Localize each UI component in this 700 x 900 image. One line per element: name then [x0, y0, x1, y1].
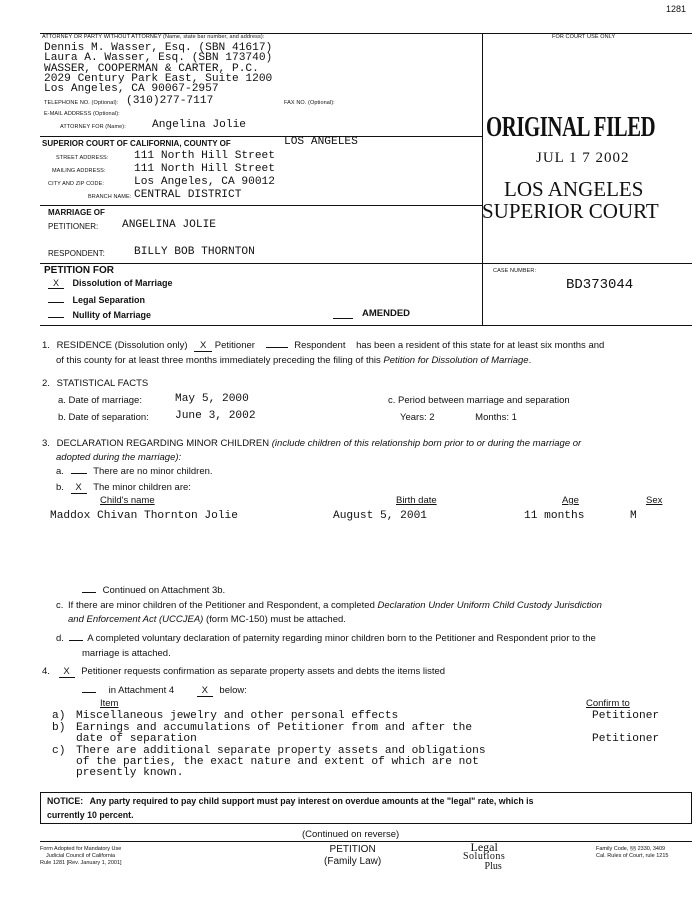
logo-word-1: Legal — [470, 840, 498, 854]
col-item: Item — [100, 698, 119, 709]
continued-label: Continued on Attachment 3b. — [102, 585, 226, 596]
separation-label: Legal Separation — [72, 295, 146, 305]
logo-word-3: Plus — [484, 861, 502, 872]
footer-right-1: Family Code, §§ 2330, 3409 — [596, 846, 666, 852]
residence-line-1 — [42, 340, 604, 352]
children-title: DECLARATION REGARDING MINOR CHILDREN — [56, 438, 270, 449]
child-birth-date: August 5, 2001 — [333, 510, 427, 522]
dissolution-checkbox[interactable]: X — [48, 278, 64, 289]
notice-text-2: currently 10 percent. — [47, 810, 134, 820]
item-c-letter: c) — [52, 745, 66, 757]
paternity-checkbox[interactable] — [69, 640, 83, 641]
children-title-italic: (include children of this relationship born prior to or during the marriage or — [271, 438, 582, 449]
item-c-text-2: of the parties, the exact nature and extent of which are not — [76, 756, 479, 768]
attachment-choice-row — [82, 685, 247, 697]
marriage-date-value: May 5, 2000 — [175, 393, 249, 405]
amended-label: AMENDED — [362, 308, 411, 319]
item-b-text-2: date of separation — [76, 733, 197, 745]
attorney-line-5: Los Angeles, CA 90067-2957 — [44, 83, 219, 95]
period-values — [400, 412, 517, 423]
street-label: STREET ADDRESS: — [56, 155, 109, 161]
petition-option-separation[interactable] — [48, 293, 145, 305]
notice-label: NOTICE: — [47, 796, 84, 806]
children-list-checkbox[interactable]: X — [71, 482, 87, 494]
legal-solutions-plus-logo — [463, 842, 505, 872]
years-value: 2 — [429, 412, 435, 423]
item-b-letter: b) — [52, 722, 66, 734]
footer-left-2: Judicial Council of California — [46, 853, 116, 859]
separate-property-checkbox[interactable]: X — [59, 666, 75, 678]
petition-for-label: PETITION FOR — [44, 265, 114, 276]
child-name: Maddox Chivan Thornton Jolie — [50, 510, 238, 522]
respondent-value: BILLY BOB THORNTON — [134, 246, 255, 258]
attachment-4-checkbox[interactable] — [82, 692, 96, 693]
attorney-line-4: 2029 Century Park East, Suite 1200 — [44, 73, 273, 85]
children-list-row — [56, 482, 191, 494]
no-children-row — [56, 466, 213, 477]
residence-text-c: of this county for at least three months immediately preceding the filing of this — [56, 355, 381, 366]
petition-option-dissolution[interactable] — [48, 278, 173, 289]
option-b-letter: b. — [56, 482, 64, 493]
col-child-name: Child's name — [100, 495, 155, 506]
petition-rule — [40, 263, 692, 264]
attorney-line-2: Laura A. Wasser, Esq. (SBN 173740) — [44, 52, 273, 64]
residence-petitioner-label: Petitioner — [214, 340, 255, 351]
months-label: Months: — [475, 412, 509, 423]
stamp-superior-court: SUPERIOR COURT — [482, 199, 659, 223]
notice-line-1 — [47, 796, 534, 806]
separate-property-row — [42, 666, 445, 678]
stamp-original-filed: ORIGINAL FILED — [486, 112, 656, 143]
footer-title-block — [324, 844, 381, 868]
residence-petitioner-checkbox[interactable]: X — [194, 340, 212, 352]
marriage-rule — [40, 205, 482, 206]
stamp-date: JUL 1 7 2002 — [536, 150, 630, 166]
attorney-line-1: Dennis M. Wasser, Esq. (SBN 41617) — [44, 42, 273, 54]
item-c-text-1: There are additional separate property assets and obligations — [76, 745, 486, 757]
attorney-for-value: Angelina Jolie — [152, 119, 246, 131]
col-birth-date: Birth date — [396, 495, 437, 506]
children-heading — [42, 438, 581, 449]
item-a-letter: a) — [52, 710, 66, 722]
paternity-text-2: marriage is attached. — [82, 648, 171, 659]
separation-date-label: b. Date of separation: — [58, 412, 149, 423]
petitioner-value: ANGELINA JOLIE — [122, 219, 216, 231]
col-sex: Sex — [646, 495, 663, 506]
separation-checkbox[interactable] — [48, 293, 64, 303]
footer-right — [596, 846, 668, 860]
col-age: Age — [562, 495, 579, 506]
form-number: 1281 — [665, 4, 686, 14]
notice-text: Any party required to pay child support must pay interest on overdue amounts at the "legal" rate, which is — [89, 796, 534, 806]
residence-text-b: has been a resident of this state for at least six months and — [356, 340, 605, 351]
years-label: Years: — [400, 412, 427, 423]
footer-left-3: Rule 1281 [Rev. January 1, 2001] — [40, 860, 122, 866]
continued-checkbox[interactable] — [82, 592, 96, 593]
court-use-caption: FOR COURT USE ONLY — [552, 34, 616, 40]
section-3-number: 3. — [42, 438, 50, 449]
period-label: c. Period between marriage and separation — [388, 395, 570, 406]
months-value: 1 — [511, 412, 517, 423]
header-bottom-rule — [40, 325, 692, 326]
child-sex: M — [630, 510, 637, 522]
residence-text-c-italic: Petition for Dissolution of Marriage — [383, 355, 529, 366]
petitioner-label: PETITIONER: — [48, 222, 99, 231]
logo-word-2: Solutions — [463, 851, 506, 862]
case-number-label: CASE NUMBER: — [493, 268, 537, 274]
below-checkbox[interactable]: X — [197, 685, 213, 697]
street-value: 111 North Hill Street — [134, 150, 275, 162]
residence-respondent-checkbox[interactable] — [266, 347, 288, 348]
uccjea-text-2-italic: and Enforcement Act (UCCJEA) — [68, 614, 204, 625]
marriage-date-label: a. Date of marriage: — [58, 395, 142, 406]
dissolution-label: Dissolution of Marriage — [72, 278, 173, 288]
attorney-caption: ATTORNEY OR PARTY WITHOUT ATTORNEY (Name, state bar number, and address): — [42, 34, 265, 40]
footer-subtitle: (Family Law) — [324, 856, 382, 867]
option-d-letter: d. — [56, 633, 64, 644]
mailing-value: 111 North Hill Street — [134, 163, 275, 175]
branch-value: CENTRAL DISTRICT — [134, 189, 242, 201]
stamp-los-angeles: LOS ANGELES — [504, 177, 644, 201]
footer-left-1: Form Adopted for Mandatory Use — [40, 846, 122, 852]
item-b-confirm: Petitioner — [592, 733, 660, 745]
children-title-italic-2: adopted during the marriage): — [56, 452, 182, 463]
no-children-checkbox[interactable] — [71, 473, 87, 474]
residence-text-c-end: . — [528, 355, 532, 366]
section-4-number: 4. — [42, 666, 50, 677]
no-children-label: There are no minor children. — [93, 466, 213, 477]
court-caption: SUPERIOR COURT OF CALIFORNIA, COUNTY OF — [42, 139, 231, 148]
separation-date-value: June 3, 2002 — [175, 410, 256, 422]
footer-left — [40, 846, 122, 867]
continued-on-reverse: (Continued on reverse) — [302, 829, 400, 840]
continued-attachment-row — [82, 585, 225, 596]
city-label: CITY AND ZIP CODE: — [48, 181, 104, 187]
footer-rule — [40, 841, 692, 842]
residence-line-2 — [56, 355, 531, 366]
court-rule — [40, 136, 482, 137]
amended-checkbox[interactable] — [333, 318, 353, 319]
uccjea-text-1-italic: Declaration Under Uniform Child Custody Jurisdiction — [377, 600, 602, 611]
uccjea-text-1: If there are minor children of the Petitioner and Respondent, a completed — [68, 600, 375, 611]
paternity-line-1 — [56, 633, 596, 644]
telephone-label: TELEPHONE NO. (Optional): — [44, 100, 119, 106]
attachment-4-label: in Attachment 4 — [108, 685, 175, 696]
footer-title: PETITION — [329, 844, 376, 855]
notice-box — [40, 792, 692, 824]
item-c-text-3: presently known. — [76, 767, 184, 779]
marriage-label: MARRIAGE OF — [48, 208, 105, 217]
respondent-label: RESPONDENT: — [48, 249, 105, 258]
uccjea-line-1 — [56, 600, 602, 611]
case-number-value: BD373044 — [566, 277, 634, 293]
item-a-confirm: Petitioner — [592, 710, 660, 722]
attorney-for-label: ATTORNEY FOR (Name): — [60, 124, 126, 130]
section-1-number: 1. — [42, 340, 50, 351]
children-list-label: The minor children are: — [93, 482, 191, 493]
branch-label: BRANCH NAME: — [88, 194, 132, 200]
residence-respondent-label: Respondent — [294, 340, 346, 351]
statistical-facts-heading — [42, 378, 148, 389]
city-value: Los Angeles, CA 90012 — [134, 176, 275, 188]
col-confirm-to: Confirm to — [586, 698, 630, 709]
nullity-checkbox[interactable] — [48, 308, 64, 318]
separate-property-text: Petitioner requests confirmation as separate property assets and debts the items listed — [81, 666, 446, 677]
county-value: LOS ANGELES — [284, 136, 358, 148]
petition-option-nullity[interactable] — [48, 308, 151, 320]
item-b-text-1: Earnings and accumulations of Petitioner from and after the — [76, 722, 473, 734]
uccjea-text-2: (form MC-150) must be attached. — [205, 614, 346, 625]
attorney-line-3: WASSER, COOPERMAN & CARTER, P.C. — [44, 63, 259, 75]
fax-label: FAX NO. (Optional): — [284, 100, 335, 106]
telephone-value: (310)277-7117 — [126, 95, 214, 107]
child-age: 11 months — [524, 510, 585, 522]
header-divider — [482, 33, 483, 325]
footer-right-2: Cal. Rules of Court, rule 1215 — [596, 853, 669, 859]
residence-title: RESIDENCE (Dissolution only) — [56, 340, 188, 351]
email-label: E-MAIL ADDRESS (Optional): — [44, 111, 120, 117]
uccjea-line-2 — [68, 614, 346, 625]
statistical-facts-title: STATISTICAL FACTS — [56, 378, 149, 389]
item-a-text: Miscellaneous jewelry and other personal effects — [76, 710, 399, 722]
section-2-number: 2. — [42, 378, 50, 389]
below-label: below: — [219, 685, 247, 696]
option-c-letter: c. — [56, 600, 64, 611]
paternity-text-1: A completed voluntary declaration of paternity regarding minor children born to the Petitioner and Respondent prior to the — [87, 633, 596, 644]
mailing-label: MAILING ADDRESS: — [52, 168, 106, 174]
option-a-letter: a. — [56, 466, 64, 477]
nullity-label: Nullity of Marriage — [72, 310, 152, 320]
